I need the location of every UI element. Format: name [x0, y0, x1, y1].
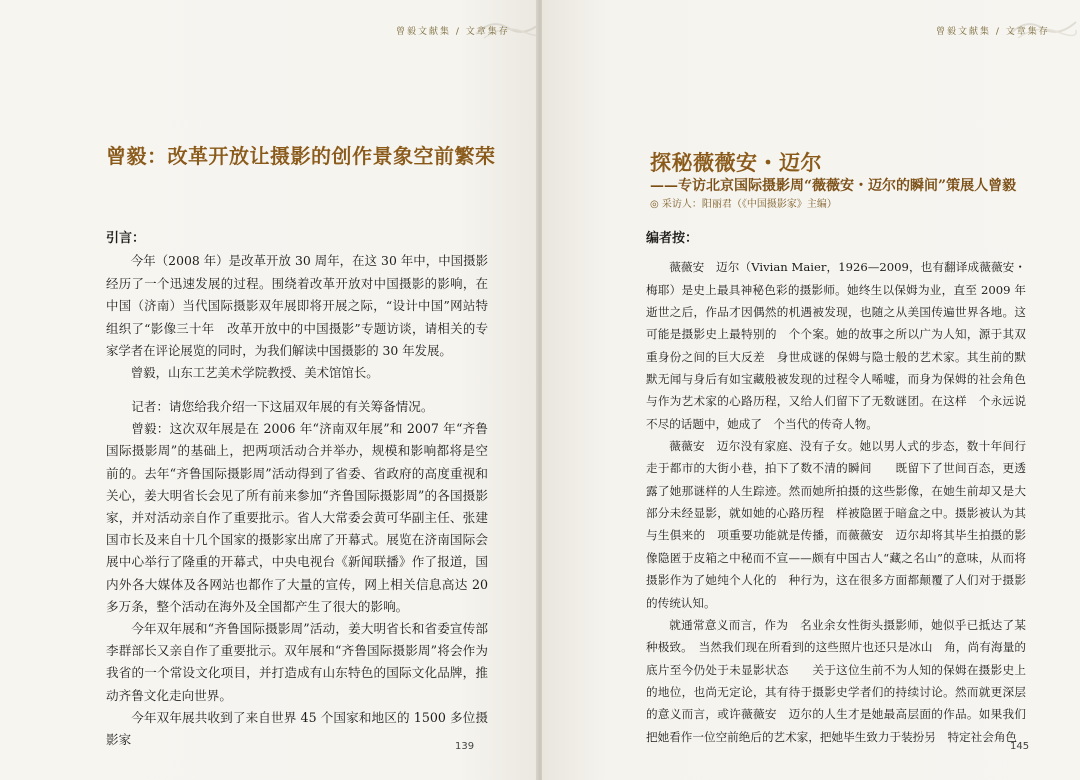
running-head: 曾毅文献集 / 文章集存: [396, 27, 510, 37]
intro-paragraph: 曾毅，山东工艺美术学院教授、美术馆馆长。: [130, 365, 379, 381]
right-page: [542, 0, 1080, 780]
body-paragraph: 薇薇安 迈尔（Vivian Maier，1926—2009，也有翻译成薇薇安・梅耶）是史上最具神秘色彩的摄影师。她终生以保姆为业，直至 2009 年逝世之后，作品才因偶然的机遇被发现，也随之从美国传遍世界各地。这可能是摄影史上最特别的 个个案。她的故事之所以广为人知，源于其双重身份之间的巨大反差 身世成谜的保姆与隐士般的艺术家。其生前的默默无闻与身后有如宝藏般被发现的过程令人唏嘘，而身为保姆的社会角色与作为艺术家的心路历程，又给人们留下了无数谜团。在这样 个永远说不尽的话题中，她成了 个当代的传奇人物。: [646, 260, 1026, 431]
interview-paragraph: 记者：请您给我介绍一下这届双年展的有关筹备情况。: [131, 399, 434, 414]
byline: ◎ 采访人：阳丽君（《中国摄影家》主编）: [650, 199, 837, 210]
intro-paragraph: 今年（2008 年）是改革开放 30 周年，在这 30 年中，中国摄影经历了一个迅速发展的过程。围绕着改革开放对中国摄影的影响，在中国（济南）当代国际摄影双年展即将开展之际，“设计中国”网站特组织了“影像三十年 改革开放中的中国摄影”专题访谈，请相关的专家学者在评论展览的同时，为我们解读中国摄影的 30 年发展。: [106, 253, 488, 359]
intro-section: [106, 228, 488, 385]
intro-label: 引言：: [106, 231, 146, 246]
interview-paragraph: 今年双年展和“齐鲁国际摄影周”活动，姜大明省长和省委宣传部李群部长又亲自作了重要批示。双年展和“齐鲁国际摄影周”将会作为我省的一个常设文化项目，并打造成有山东特色的国际文化品牌，推动齐鲁文化走向世界。: [106, 621, 488, 703]
interview-section: [106, 396, 488, 751]
running-head: 曾毅文献集 / 文章集存: [936, 27, 1050, 37]
article-title: 探秘薇薇安・迈尔: [650, 150, 822, 175]
article-subtitle: ——专访北京国际摄影周“薇薇安・迈尔的瞬间”策展人曾毅: [650, 178, 1017, 194]
body-paragraph: 就通常意义而言，作为 名业余女性街头摄影师，她似乎已抵达了某种极致。 当然我们现在所看到的这些照片也还只是冰山 角，尚有海量的底片至今仍处于未显影状态 关于这位生前不为人知的保姆在摄影史上的地位，也尚无定论，其有待于摄影史学者们的持续讨论。然而就更深层的意义而言，或许薇薇安 迈尔的人生才是她最高层面的作品。如果我们把她看作一位空前绝后的艺术家，把她毕生致力于装扮另 特定社会角色: [646, 617, 1026, 744]
body-paragraph: 薇薇安 迈尔没有家庭、没有子女。她以男人式的步态，数十年间行走于都市的大街小巷，拍下了数不清的瞬间 既留下了世间百态，更透露了她那谜样的人生踪迹。然而她所拍摄的这些影像，在她生前却又是大部分未经显影，就如她的心路历程 样被隐匿于暗盒之中。摄影被认为其与生俱来的 项重要功能就是传播，而薇薇安 迈尔却将其毕生拍摄的影像隐匿于皮箱之中秘而不宣——颇有中国古人“藏之名山”的意味，从而将摄影作为了她纯个人化的 种行为，这在很多方面都颠覆了人们对于摄影的传统认知。: [646, 439, 1026, 610]
left-page: [0, 0, 538, 780]
editor-note-section: [646, 228, 1026, 748]
interview-paragraph: 今年双年展共收到了来自世界 45 个国家和地区的 1500 多位摄影家: [106, 709, 488, 748]
interview-paragraph: 曾毅：这次双年展是在 2006 年“济南双年展”和 2007 年“齐鲁国际摄影周”的基础上，把两项活动合并举办，规模和影响都将是空前的。去年“齐鲁国际摄影周”活动得到了省委、省政府的高度重视和关心，姜大明省长会见了所有前来参加“齐鲁国际摄影周”的各国摄影家，并对活动亲自作了重要批示。省人大常委会黄可华副主任、张建国市长及来自十几个国家的摄影家出席了开幕式。展览在济南国际会展中心举行了隆重的开幕式，中央电视台《新闻联播》作了报道，国内外各大媒体及各网站也都作了大量的宣传，网上相关信息高达 20 多万条，整个活动在海外及全国都产生了很大的影响。: [106, 421, 488, 614]
editor-note-label: 编者按：: [646, 231, 699, 246]
page-number: 139: [455, 741, 475, 752]
page-number: 145: [1010, 741, 1030, 752]
article-title: 曾毅：改革开放让摄影的创作景象空前繁荣: [106, 144, 496, 168]
